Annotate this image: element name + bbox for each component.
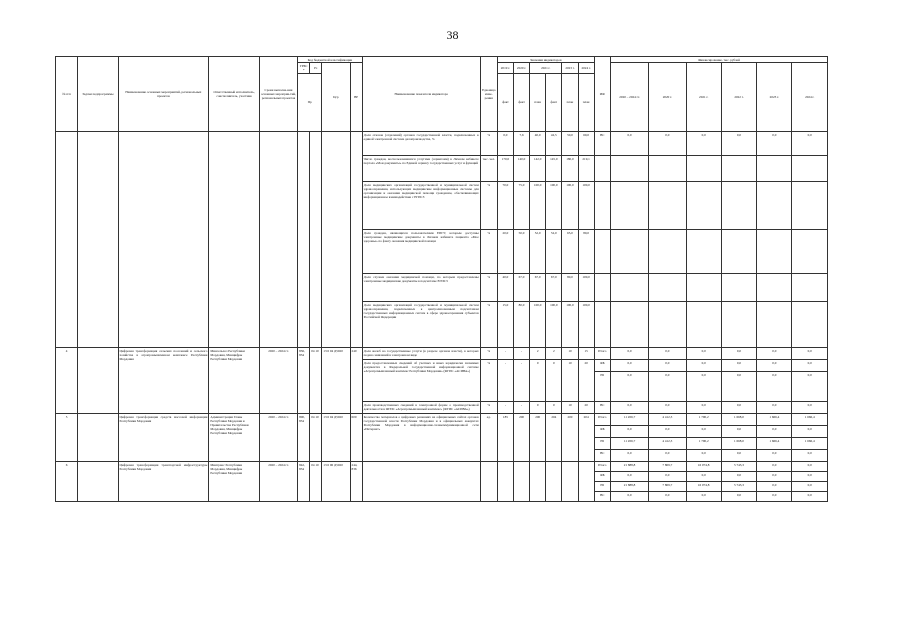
hdr-fact-2019: факт bbox=[497, 73, 513, 131]
fin-value: 0,0 bbox=[721, 131, 756, 155]
hdr-rz: Рз bbox=[310, 63, 322, 74]
indicator-name: Доля граждан, являющихся пользователями ЕПГУ, которым доступны электронные медицинские документы в Личном кабинете пациента «Мое здоровье» по факту оказания медицинской помощи bbox=[362, 229, 480, 273]
indicator-value: 0 bbox=[530, 401, 546, 413]
empty-cell bbox=[610, 273, 648, 301]
hdr-f1: 2020 – 2024 гг. bbox=[610, 63, 648, 132]
indicator-value: 2 bbox=[530, 347, 546, 359]
fin-value: 0,0 bbox=[792, 131, 828, 155]
indicator-value: 204 bbox=[546, 413, 562, 461]
indicator-value: 42,5 bbox=[546, 131, 562, 155]
empty-cell bbox=[649, 155, 686, 181]
fin-value: 0,0 bbox=[792, 481, 828, 491]
fin-value: 0,0 bbox=[792, 425, 828, 437]
csr: 13 6 06 Д5020 bbox=[322, 461, 350, 501]
empty-cell bbox=[757, 273, 792, 301]
fin-source: ФБ bbox=[594, 359, 610, 371]
fin-value: 0,0 bbox=[686, 471, 721, 481]
fin-value: 0,0 bbox=[610, 471, 648, 481]
empty-cell bbox=[259, 131, 297, 347]
empty-cell bbox=[757, 229, 792, 273]
empty-cell bbox=[649, 181, 686, 229]
fin-value: 16 074,8 bbox=[686, 481, 721, 491]
indicator-value: 100,0 bbox=[562, 301, 578, 347]
fin-value: 0,0 bbox=[649, 449, 686, 461]
indicator-unit: ед. bbox=[480, 413, 497, 461]
fin-value: 0,0 bbox=[792, 371, 828, 401]
indicator-value: - bbox=[497, 347, 513, 359]
indicator-value: 0 bbox=[546, 359, 562, 401]
period: 2020 – 2024 гг. bbox=[259, 461, 297, 501]
fin-value: 1 790,2 bbox=[686, 437, 721, 449]
indicator-name: Доля случаев оказания медицинской помощи, по которым предоставлены электронные медицинские документы в подсистеме ЕГИСЗ bbox=[362, 273, 480, 301]
fin-source: РБ bbox=[594, 481, 610, 491]
executor: Минтранс Республики Мордовия, Минцифры Республики Мордовия bbox=[209, 461, 259, 501]
hdr-plan-2021: план bbox=[530, 73, 546, 131]
empty-cell bbox=[513, 461, 529, 501]
fin-value: 0,0 bbox=[649, 371, 686, 401]
hdr-pr: Пр bbox=[298, 73, 322, 131]
empty-cell bbox=[649, 229, 686, 273]
fin-value: 1 666,4 bbox=[757, 413, 792, 425]
indicator-value: 204 bbox=[578, 413, 594, 461]
indicator-value: 7,6 bbox=[513, 131, 529, 155]
fin-value: 1 668,0 bbox=[721, 437, 756, 449]
empty-cell bbox=[78, 131, 118, 347]
empty-cell bbox=[792, 273, 828, 301]
indicator-value: 10 bbox=[562, 401, 578, 413]
vr: 244, 836 bbox=[350, 461, 362, 501]
hdr-f5: 2023 г. bbox=[757, 63, 792, 132]
hdr-y2020: 2020 г. bbox=[513, 63, 529, 74]
indicator-value: 100,0 bbox=[562, 181, 578, 229]
empty-cell bbox=[686, 229, 721, 273]
indicator-name: Доля предоставленных сведений об учетных и иных юридически значимых документах в Федеральной государственной информационной системе «Агропромышленный комплекс Республики Мордовия» (ФГИС «АСИВА») bbox=[362, 359, 480, 401]
hdr-kbk: Код бюджетной классификации bbox=[298, 57, 363, 63]
empty-cell bbox=[610, 229, 648, 273]
fin-value: 0,0 bbox=[686, 449, 721, 461]
fin-value: 7 809,7 bbox=[649, 461, 686, 471]
indicator-unit: % bbox=[480, 401, 497, 413]
hdr-task: Задачи подпрограммы bbox=[78, 57, 118, 132]
fin-value: 4 412,3 bbox=[649, 437, 686, 449]
indicator-value: 80,0 bbox=[578, 229, 594, 273]
fin-value: 0,0 bbox=[792, 347, 828, 359]
fin-value: 0,0 bbox=[721, 449, 756, 461]
empty-cell bbox=[721, 273, 756, 301]
fin-value: 0,0 bbox=[649, 401, 686, 413]
empty-cell bbox=[118, 131, 209, 347]
fin-value: 0,0 bbox=[686, 425, 721, 437]
fin-value: 4 412,3 bbox=[649, 413, 686, 425]
fin-source bbox=[594, 301, 610, 347]
fin-value: 0,0 bbox=[686, 491, 721, 501]
fin-value: 0,0 bbox=[649, 131, 686, 155]
hdr-csr: Цср bbox=[322, 63, 350, 132]
task-cell bbox=[78, 347, 118, 413]
empty-cell bbox=[298, 131, 310, 347]
indicator-name: Доля жалоб на государственные услуги (в разрезе органов власти), в которых подано заявлений в электронном виде bbox=[362, 347, 480, 359]
empty-cell bbox=[562, 461, 578, 501]
indicator-value: 100,0 bbox=[530, 181, 546, 229]
fin-value: 5 743,3 bbox=[721, 481, 756, 491]
indicator-unit: % bbox=[480, 301, 497, 347]
indicator-value: 15 bbox=[578, 347, 594, 359]
fin-value: 21 888,8 bbox=[610, 481, 648, 491]
indicator-value: 10 bbox=[562, 359, 578, 401]
indicator-value: 0,0 bbox=[497, 131, 513, 155]
hdr-y2019: 2019 г. bbox=[497, 63, 513, 74]
fin-source: ВС bbox=[594, 491, 610, 501]
fin-source: РБ bbox=[594, 437, 610, 449]
hdr-grbs: ГРБС* bbox=[298, 63, 310, 74]
fin-value: 0,0 bbox=[792, 471, 828, 481]
csr: 13 6 04 Д5020 bbox=[322, 347, 350, 413]
indicator-value: - bbox=[497, 401, 513, 413]
indicator-value: 142,0 bbox=[530, 155, 546, 181]
empty-cell bbox=[310, 131, 322, 347]
fin-value: 5 743,3 bbox=[721, 461, 756, 471]
fin-value: 0,0 bbox=[721, 347, 756, 359]
empty-cell bbox=[578, 461, 594, 501]
fin-value: 0,0 bbox=[610, 425, 648, 437]
fin-value: 1 790,2 bbox=[686, 413, 721, 425]
fin-value: 0,0 bbox=[649, 347, 686, 359]
fin-value: 1 668,0 bbox=[721, 413, 756, 425]
empty-cell bbox=[362, 461, 480, 501]
indicator-value: 145,0 bbox=[546, 155, 562, 181]
indicator-name: Доля отказов (отделений) органов государственной власти, подключенных к единой электронной системе делопроизводства, % bbox=[362, 131, 480, 155]
indicator-value: 100,0 bbox=[578, 301, 594, 347]
indicator-value: 50,0 bbox=[513, 229, 529, 273]
fin-value: 0,0 bbox=[757, 371, 792, 401]
period: 2020 – 2024 гг. bbox=[259, 347, 297, 413]
indicator-value: 67,0 bbox=[546, 273, 562, 301]
measure-name: Цифровая трансформация транспортной инфраструктуры Республики Мордовия bbox=[118, 461, 209, 501]
fin-value: 0,0 bbox=[721, 425, 756, 437]
indicator-value: 70,0 bbox=[497, 181, 513, 229]
hdr-indicator: Наименование показателя индикатора bbox=[362, 57, 480, 132]
empty-cell bbox=[686, 155, 721, 181]
fin-source: Итого bbox=[594, 413, 610, 425]
fin-source: РБ bbox=[594, 371, 610, 401]
empty-cell bbox=[649, 273, 686, 301]
empty-cell bbox=[350, 131, 362, 347]
fin-value: 0,0 bbox=[757, 471, 792, 481]
hdr-src: ИФ bbox=[594, 57, 610, 132]
indicator-name: Количество материалов о цифровых решениях на официальных сайтах органов государственной власти Республики Мордовия и в официальных аккаунтах Республики Мордовия в информационно-телекоммуникационной сети «Интернет» bbox=[362, 413, 480, 461]
hdr-f4: 2022 г. bbox=[721, 63, 756, 132]
rz: 04 10 bbox=[310, 347, 322, 413]
fin-value: 7 809,7 bbox=[649, 481, 686, 491]
fin-source: ВС bbox=[594, 401, 610, 413]
fin-source: ВС bbox=[594, 131, 610, 155]
indicator-value: 67,0 bbox=[530, 273, 546, 301]
indicator-value: 75,0 bbox=[513, 181, 529, 229]
indicator-value: 100,0 bbox=[546, 301, 562, 347]
fin-value: 0,0 bbox=[610, 131, 648, 155]
fin-value: 0,0 bbox=[757, 491, 792, 501]
fin-value: 1 666,4 bbox=[792, 437, 828, 449]
measure-name: Цифровая трансформация средств массовой информации Республики Мордовия bbox=[118, 413, 209, 461]
empty-cell bbox=[209, 131, 259, 347]
csr: 13 6 04 Д5020 bbox=[322, 413, 350, 461]
indicator-value: 200 bbox=[562, 413, 578, 461]
hdr-y2023: 2023 г. bbox=[562, 63, 578, 74]
fin-value: 0,0 bbox=[757, 359, 792, 371]
empty-cell bbox=[530, 461, 546, 501]
program-table bbox=[55, 56, 828, 502]
hdr-num: № п/п bbox=[56, 57, 78, 132]
empty-cell bbox=[322, 131, 350, 347]
fin-source bbox=[594, 181, 610, 229]
fin-value: 0,0 bbox=[721, 401, 756, 413]
fin-value: 0,0 bbox=[792, 461, 828, 471]
fin-value: 0,0 bbox=[686, 359, 721, 371]
fin-source bbox=[594, 273, 610, 301]
fin-value: 0,0 bbox=[792, 449, 828, 461]
hdr-plan-2024: план bbox=[578, 73, 594, 131]
indicator-value: 80,0 bbox=[562, 273, 578, 301]
fin-source: ВС bbox=[594, 449, 610, 461]
executor: Администрация Главы Республики Мордовия и Правительства Республики Мордовия, Минцифры Республики Мордовия bbox=[209, 413, 259, 461]
indicator-value: 67,0 bbox=[513, 273, 529, 301]
empty-cell bbox=[686, 273, 721, 301]
empty-cell bbox=[497, 461, 513, 501]
grbs: 800, 834 bbox=[298, 413, 310, 461]
indicator-value: 2 bbox=[546, 347, 562, 359]
indicator-value: 170,0 bbox=[497, 155, 513, 181]
task-cell bbox=[78, 413, 118, 461]
fin-value: 0,0 bbox=[757, 449, 792, 461]
fin-value: 0,0 bbox=[610, 449, 648, 461]
rz: 04 10 bbox=[310, 413, 322, 461]
hdr-fact-2020: факт bbox=[513, 73, 529, 131]
indicator-value: 20,0 bbox=[497, 229, 513, 273]
indicator-value: 20 bbox=[578, 401, 594, 413]
fin-source: Итого bbox=[594, 347, 610, 359]
rz: 04 10 bbox=[310, 461, 322, 501]
empty-cell bbox=[610, 181, 648, 229]
fin-value: 0,0 bbox=[610, 347, 648, 359]
fin-value: 0,0 bbox=[649, 491, 686, 501]
empty-cell bbox=[686, 301, 721, 347]
vr: 600 bbox=[350, 413, 362, 461]
empty-cell bbox=[610, 155, 648, 181]
table-row bbox=[56, 413, 828, 425]
indicator-unit: % bbox=[480, 229, 497, 273]
fin-value: 0,0 bbox=[721, 471, 756, 481]
fin-value: 0,0 bbox=[610, 371, 648, 401]
indicator-unit: % bbox=[480, 181, 497, 229]
fin-value: 0,0 bbox=[792, 491, 828, 501]
fin-value: 0,0 bbox=[792, 401, 828, 413]
fin-value: 0,0 bbox=[757, 425, 792, 437]
indicator-value: 219,1 bbox=[578, 155, 594, 181]
fin-value: 0,0 bbox=[686, 401, 721, 413]
empty-cell bbox=[792, 301, 828, 347]
fin-source: ФБ bbox=[594, 425, 610, 437]
fin-value: 0,0 bbox=[757, 347, 792, 359]
indicator-name: Доля медицинских организаций государственной и муниципальной систем здравоохранения, подключенных к централизованным подсистемам государственных информационных систем в сфере здравоохранения субъектов Российской Федерации bbox=[362, 301, 480, 347]
indicator-value: 20 bbox=[578, 359, 594, 401]
grbs: 842, 834 bbox=[298, 461, 310, 501]
hdr-fact-2021: факт bbox=[546, 73, 562, 131]
indicator-value: 50,0 bbox=[562, 131, 578, 155]
fin-value: 0,0 bbox=[649, 425, 686, 437]
indicator-name: Доля производственных сведений в электронной форме о производственной деятельности в ФГИС «Агропромышленный комплекс» (ФГИС «АСИВА») bbox=[362, 401, 480, 413]
empty-cell bbox=[610, 301, 648, 347]
hdr-period: Сроки выполне-ния основных мероприя-тий, региональных проектов bbox=[259, 57, 297, 132]
fin-source bbox=[594, 229, 610, 273]
empty-cell bbox=[686, 181, 721, 229]
indicator-value: 52,0 bbox=[546, 229, 562, 273]
fin-value: 0,0 bbox=[610, 401, 648, 413]
row-number: 6 bbox=[56, 461, 78, 501]
empty-cell bbox=[792, 229, 828, 273]
row-number: 5 bbox=[56, 413, 78, 461]
indicator-value: 100,0 bbox=[578, 181, 594, 229]
fin-value: 21 888,8 bbox=[610, 461, 648, 471]
fin-value: 11 206,7 bbox=[610, 413, 648, 425]
fin-value: 0,0 bbox=[721, 359, 756, 371]
task-cell bbox=[78, 461, 118, 501]
fin-value: 0,0 bbox=[757, 481, 792, 491]
indicator-value: 200 bbox=[530, 413, 546, 461]
fin-value: 16 074,8 bbox=[686, 461, 721, 471]
empty-cell bbox=[721, 229, 756, 273]
indicator-unit: тыс. чел. bbox=[480, 155, 497, 181]
grbs: 836, 834 bbox=[298, 347, 310, 413]
fin-value: 0,0 bbox=[686, 371, 721, 401]
hdr-y2021: 2021 г. bbox=[530, 63, 562, 74]
fin-source: ФБ bbox=[594, 471, 610, 481]
fin-value: 0,0 bbox=[610, 491, 648, 501]
table-row bbox=[56, 347, 828, 359]
indicator-name: Доля медицинских организаций государственной и муниципальной систем здравоохранения, использующих медицинские информационные системы для организации и оказания медицинской помощи гражданам, обеспечивающих информационное взаимодействие с ЕГИСЗ bbox=[362, 181, 480, 229]
indicator-value: 52,0 bbox=[530, 229, 546, 273]
empty-cell bbox=[757, 155, 792, 181]
indicator-value: 80,0 bbox=[513, 301, 529, 347]
indicator-unit: % bbox=[480, 359, 497, 401]
fin-value: 0,0 bbox=[649, 359, 686, 371]
indicator-value: 140,0 bbox=[513, 155, 529, 181]
empty-cell bbox=[792, 155, 828, 181]
empty-cell bbox=[649, 301, 686, 347]
indicator-value: 10 bbox=[562, 347, 578, 359]
hdr-y2024: 2024 г. bbox=[578, 63, 594, 74]
period: 2020 – 2024 гг. bbox=[259, 413, 297, 461]
fin-value: 0,0 bbox=[792, 359, 828, 371]
page-number: 38 bbox=[446, 28, 459, 42]
empty-cell bbox=[480, 461, 497, 501]
indicator-unit: % bbox=[480, 347, 497, 359]
hdr-f3: 2021 г. bbox=[686, 63, 721, 132]
indicator-value: 40,0 bbox=[530, 131, 546, 155]
measure-name: Цифровая трансформация сельских поселений и сельского хозяйства в агропромышленном комплексе Республики Мордовия bbox=[118, 347, 209, 413]
fin-value: 0,0 bbox=[610, 359, 648, 371]
indicator-value: - bbox=[513, 359, 529, 401]
fin-value: 0,0 bbox=[757, 401, 792, 413]
indicator-name: Число граждан, воспользовавшихся услугами (сервисами) в Личном кабинете портала «Мои документы» по Единой сервису государственных услуг и функций bbox=[362, 155, 480, 181]
fin-value: 0,0 bbox=[649, 471, 686, 481]
indicator-value: 180,0 bbox=[562, 155, 578, 181]
hdr-unit: Еди-ница изме-рения bbox=[480, 57, 497, 132]
empty-cell bbox=[56, 131, 78, 347]
empty-cell bbox=[757, 181, 792, 229]
hdr-f6: 2024 г. bbox=[792, 63, 828, 132]
fin-source bbox=[594, 155, 610, 181]
indicator-value: 200 bbox=[513, 413, 529, 461]
indicator-unit: % bbox=[480, 273, 497, 301]
fin-value: 0,0 bbox=[757, 131, 792, 155]
indicator-unit: % bbox=[480, 131, 497, 155]
fin-value: 1 666,4 bbox=[757, 437, 792, 449]
indicator-value: 40,0 bbox=[497, 273, 513, 301]
fin-value: 0,0 bbox=[757, 461, 792, 471]
indicator-value: 60,0 bbox=[578, 131, 594, 155]
hdr-plan-2023: план bbox=[562, 73, 578, 131]
empty-cell bbox=[546, 461, 562, 501]
empty-cell bbox=[721, 181, 756, 229]
indicator-value: - bbox=[513, 347, 529, 359]
indicator-value: 100,0 bbox=[578, 273, 594, 301]
indicator-value: 100,0 bbox=[530, 301, 546, 347]
indicator-value: - bbox=[497, 359, 513, 401]
fin-value: 11 206,7 bbox=[610, 437, 648, 449]
executor: Минсельхоз Республики Мордовия, Минцифры Республики Мордовия bbox=[209, 347, 259, 413]
fin-source: Итого bbox=[594, 461, 610, 471]
hdr-measure: Наименование основных мероприятий, региональных проектов bbox=[118, 57, 209, 132]
indicator-value: 15,0 bbox=[497, 301, 513, 347]
indicator-value: 0 bbox=[530, 359, 546, 401]
hdr-financing: Финансирование, тыс. рублей bbox=[610, 57, 827, 63]
empty-cell bbox=[792, 181, 828, 229]
table-row bbox=[56, 131, 828, 155]
indicator-value: 65,0 bbox=[562, 229, 578, 273]
fin-value: 0,0 bbox=[721, 371, 756, 401]
table-row bbox=[56, 461, 828, 471]
fin-value: 0,0 bbox=[721, 491, 756, 501]
indicator-value: - bbox=[513, 401, 529, 413]
empty-cell bbox=[721, 155, 756, 181]
row-number: 4 bbox=[56, 347, 78, 413]
fin-value: 0,0 bbox=[686, 131, 721, 155]
hdr-vr: ВР bbox=[350, 63, 362, 132]
indicator-value: 100,0 bbox=[546, 181, 562, 229]
empty-cell bbox=[721, 301, 756, 347]
hdr-f2: 2020 г. bbox=[649, 63, 686, 132]
indicator-value: 0 bbox=[546, 401, 562, 413]
hdr-indicator-values: Значения индикаторов bbox=[497, 57, 594, 63]
vr: 240 bbox=[350, 347, 362, 413]
fin-value: 0,0 bbox=[686, 347, 721, 359]
hdr-executor: Ответственный исполнитель, соисполнитель, участник bbox=[209, 57, 259, 132]
empty-cell bbox=[757, 301, 792, 347]
indicator-value: 185 bbox=[497, 413, 513, 461]
fin-value: 1 666,4 bbox=[792, 413, 828, 425]
